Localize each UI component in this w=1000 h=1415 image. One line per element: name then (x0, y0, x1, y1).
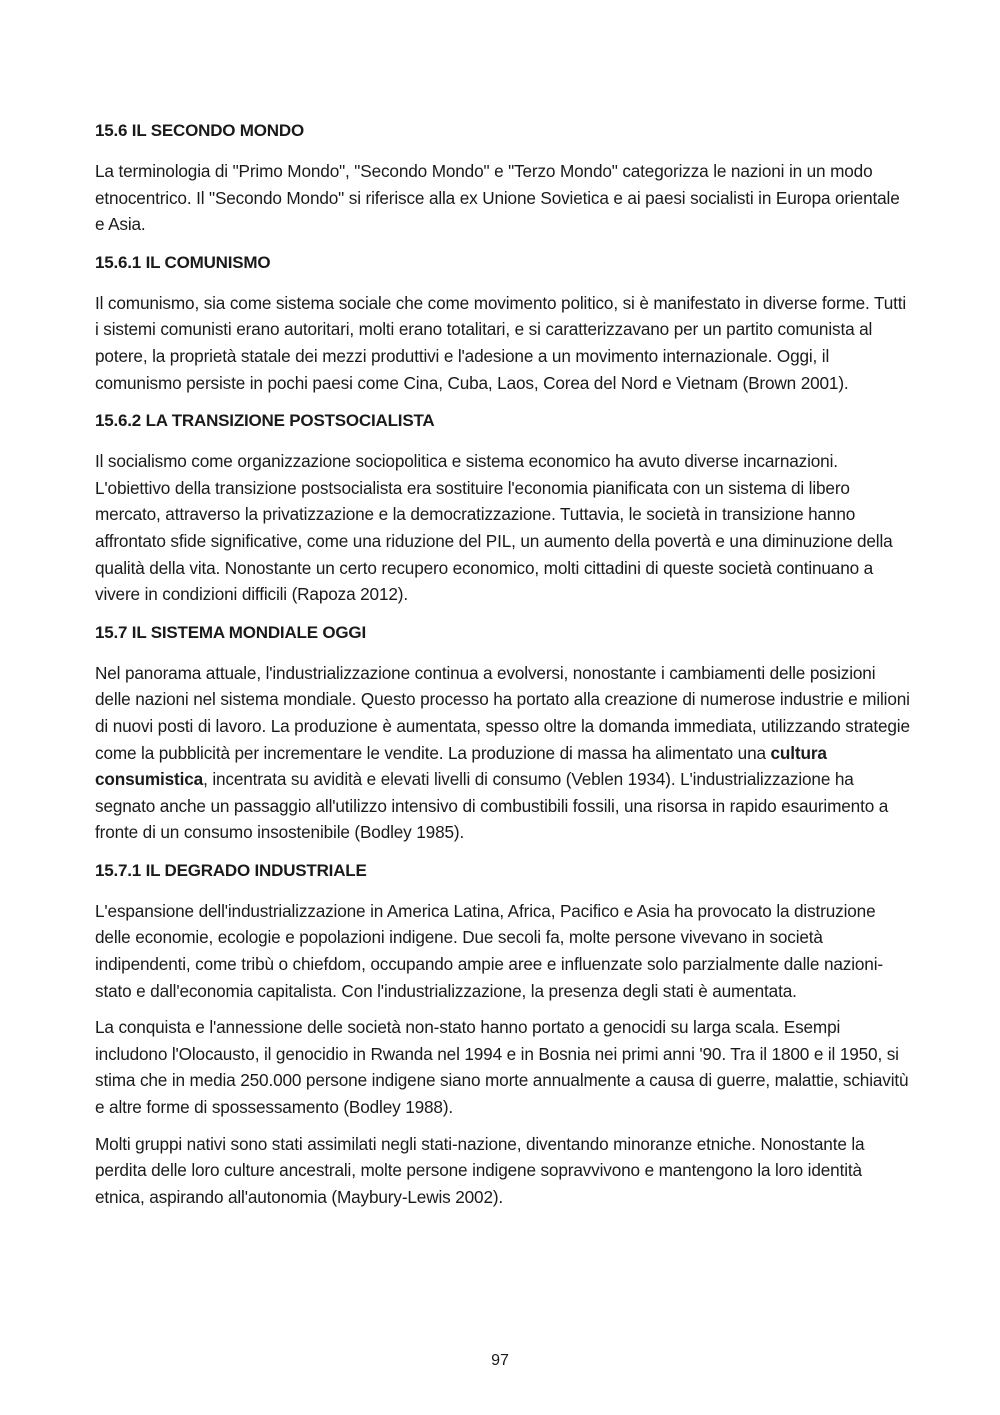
paragraph: La conquista e l'annessione delle società non-stato hanno portato a genocidi su larga scala. Esempi includono l'Olocausto, il genocidio in Rwanda nel 1994 e in Bosnia nei primi anni '90. Tra il 1800 e il 1950, si stima che in media 250.000 persone indigene siano morte annualmente a causa di guerre, malattie, schiavitù e altre forme di spossessamento (Bodley 1988). (95, 1017, 909, 1118)
paragraph: L'espansione dell'industrializzazione in America Latina, Africa, Pacifico e Asia ha provocato la distruzione delle economie, ecologie e popolazioni indigene. Due secoli fa, molte persone vivevano in società indipendenti, come tribù o chiefdom, occupando ampie aree e influenzate solo parzialmente dalle nazioni-stato e dall'economia capitalista. Con l'industrializzazione, la presenza degli stati è aumentata. (95, 900, 883, 1001)
section-heading-15-6-2: 15.6.2 LA TRANSIZIONE POSTSOCIALISTA (95, 411, 435, 431)
paragraph-text: Nel panorama attuale, l'industrializzazione continua a evolversi, nonostante i cambiamenti delle posizioni delle nazioni nel sistema mondiale. Questo processo ha portato alla creazione di numerose industrie e milioni di nuovi posti di lavoro. La produzione è aumentata, spesso oltre la domanda immediata, utilizzando strategie come la pubblicità per incrementare le vendite. La produzione di massa ha alimentato una (95, 662, 910, 763)
section-heading-15-7: 15.7 IL SISTEMA MONDIALE OGGI (95, 622, 366, 642)
document-page (95, 116, 910, 1220)
paragraph: Molti gruppi nativi sono stati assimilati negli stati-nazione, diventando minoranze etniche. Nonostante la perdita delle loro culture ancestrali, molte persone indigene sopravvivono e mantengono la loro identità etnica, aspirando all'autonomia (Maybury-Lewis 2002). (95, 1133, 865, 1207)
paragraph-text: , incentrata su avidità e elevati livelli di consumo (Veblen 1934). L'industrializzazione ha segnato anche un passaggio all'utilizzo intensivo di combustibili fossili, una risorsa in rapido esaurimento a fronte di un consumo insostenibile (Bodley 1985). (95, 769, 889, 843)
paragraph (95, 660, 910, 846)
paragraph: La terminologia di "Primo Mondo", "Secondo Mondo" e "Terzo Mondo" categorizza le nazioni in un modo etnocentrico. Il "Secondo Mondo" si riferisce alla ex Unione Sovietica e ai paesi socialisti in Europa orientale e Asia. (95, 161, 900, 235)
section-heading-15-6-1: 15.6.1 IL COMUNISMO (95, 252, 271, 272)
bold-term: cultura consumistica (95, 742, 827, 790)
paragraph: Il socialismo come organizzazione sociopolitica e sistema economico ha avuto diverse incarnazioni. L'obiettivo della transizione postsocialista era sostituire l'economia pianificata con un sistema di libero mercato, attraverso la privatizzazione e la democratizzazione. Tuttavia, le società in transizione hanno affrontato sfide significative, come una riduzione del PIL, un aumento della povertà e una diminuzione della qualità della vita. Nonostante un certo recupero economico, molti cittadini di queste società continuano a vivere in condizioni difficili (Rapoza 2012). (95, 451, 893, 605)
paragraph: Il comunismo, sia come sistema sociale che come movimento politico, si è manifestato in diverse forme. Tutti i sistemi comunisti erano autoritari, molti erano totalitari, e si caratterizzavano per un partito comunista al potere, la proprietà statale dei mezzi produttivi e l'adesione a un movimento internazionale. Oggi, il comunismo persiste in pochi paesi come Cina, Cuba, Laos, Corea del Nord e Vietnam (Brown 2001). (95, 292, 907, 393)
page-number: 97 (491, 1352, 509, 1369)
section-heading-15-6: 15.6 IL SECONDO MONDO (95, 121, 304, 140)
section-heading-15-7-1: 15.7.1 IL DEGRADO INDUSTRIALE (95, 860, 367, 880)
